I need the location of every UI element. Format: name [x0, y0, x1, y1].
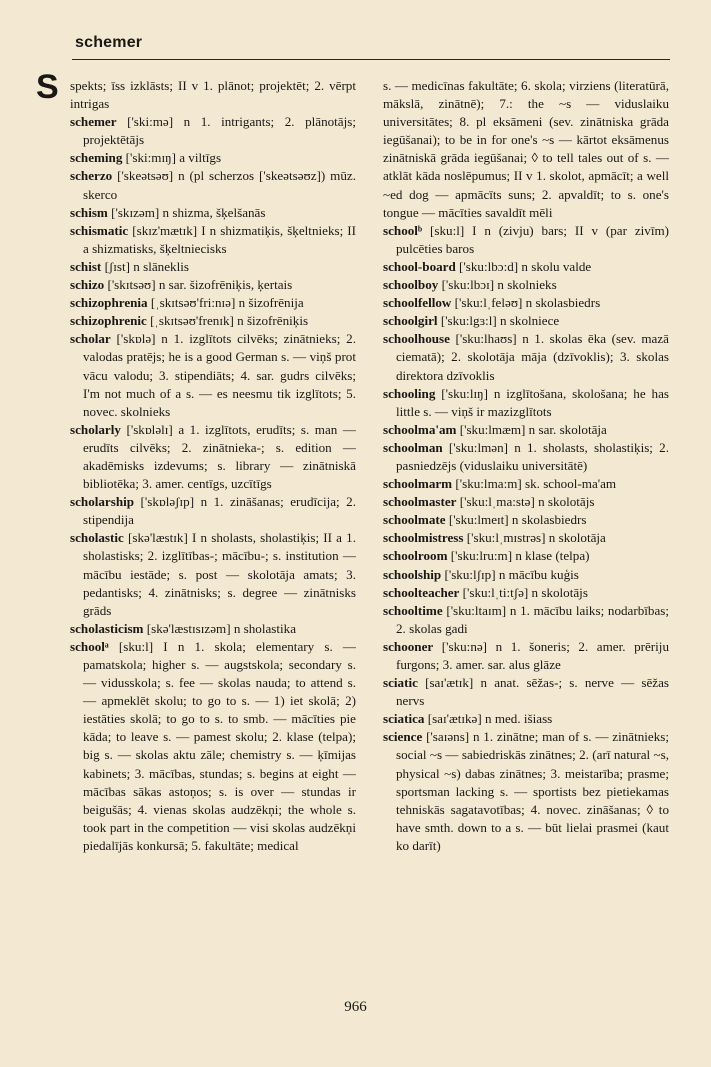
entry-headword: schoolboy [383, 277, 439, 293]
running-head: schemer [75, 34, 143, 51]
right-column [383, 77, 669, 855]
dictionary-entry [383, 222, 669, 258]
entry-headword: schist [70, 258, 102, 274]
dictionary-entry [70, 421, 356, 493]
entry-definition: ['sku:lˌfeləʊ] n skolasbiedrs [451, 295, 601, 311]
dictionary-entry [70, 620, 356, 638]
entry-headword: scholarly [70, 421, 121, 437]
dictionary-entry [383, 439, 669, 475]
entry-headword: schoolmarm [383, 476, 453, 492]
entry-definition: ['sku:lmən] n 1. sholasts, sholastiķis; 2. pasniedzējs (viduslaiku universitātē) [396, 439, 669, 473]
entry-headword: scholarship [70, 494, 135, 510]
entry-headword: schoolhouse [383, 331, 450, 347]
entry-definition: ['sku:ltaɪm] n 1. mācību laiks; nodarbības; 2. skolas gadi [396, 602, 669, 636]
entry-definition: ['sku:lbɔɪ] n skolnieks [438, 277, 557, 293]
dictionary-entry [383, 294, 669, 312]
entry-headword: schism [70, 204, 108, 220]
dictionary-entry [383, 511, 669, 529]
dictionary-entry [383, 566, 669, 584]
entry-headword: scholasticism [70, 620, 144, 636]
entry-definition: [skɪz'mætɪk] I n shizmatiķis, šķeltnieks; II a shizmatisks, šķeltniecisks [83, 222, 356, 256]
dictionary-entry [70, 312, 356, 330]
dictionary-entry [70, 638, 356, 855]
entry-headword: sciatica [383, 711, 425, 727]
dictionary-entry [383, 77, 669, 222]
entry-definition: ['sku:lru:m] n klase (telpa) [447, 548, 590, 564]
entry-definition: ['skɪzəm] n shizma, šķelšanās [107, 204, 266, 220]
dictionary-entry [383, 421, 669, 439]
entry-headword: schoolmate [383, 512, 446, 528]
dictionary-entry [383, 385, 669, 421]
dictionary-entry [383, 493, 669, 511]
entry-definition: ['sku:lgɜ:l] n skolniece [437, 313, 560, 329]
entry-headword: schooltime [383, 602, 443, 618]
dictionary-entry [70, 276, 356, 294]
entry-definition: [saɪ'ætɪkə] n med. išiass [424, 711, 553, 727]
entry-headword: schoolman [383, 439, 443, 455]
dictionary-entry [70, 258, 356, 276]
dictionary-entry [383, 638, 669, 674]
dictionary-entry [70, 330, 356, 420]
dictionary-entry [383, 312, 669, 330]
entry-headword: schizophrenic [70, 313, 147, 329]
entry-headword: schoolᵃ [70, 638, 109, 654]
entry-definition: ['skɪtsəʊ] n sar. šizofrēniķis, ķertais [104, 277, 293, 293]
dictionary-entry [383, 602, 669, 638]
entry-definition: spekts; īss izklāsts; II v 1. plānot; projektēt; 2. vērpt intrigas [70, 78, 356, 112]
entry-definition: ['sku:lʃɪp] n mācību kuģis [441, 566, 579, 582]
entry-headword: schemer [70, 114, 117, 130]
entry-headword: school-board [383, 258, 456, 274]
dictionary-entry [70, 222, 356, 258]
entry-definition: ['sku:lˌti:tʃə] n skolotājs [459, 584, 588, 600]
entry-definition: ['ski:mə] n 1. intrigants; 2. plānotājs; projektētājs [83, 114, 356, 148]
entry-definition: [ʃɪst] n slāneklis [101, 258, 189, 274]
dictionary-entry [383, 547, 669, 565]
entry-headword: scholar [70, 331, 111, 347]
entry-definition: ['sku:lˌma:stə] n skolotājs [456, 494, 595, 510]
entry-definition: ['skɒləʃɪp] n 1. zināšanas; erudīcija; 2. stipendija [83, 494, 356, 528]
page-number: 966 [344, 999, 367, 1015]
entry-headword: schoolteacher [383, 584, 460, 600]
entry-definition: ['skɒlə] n 1. izglītots cilvēks; zinātnieks; 2. valodas pratējs; he is a good German s. — viņš prot vācu valodu; 3. stipendiāts; 4. sar. gudrs cilvēks; I'm not much of a s. — es neesmu tik izglītots; 5. novec. skolnieks [83, 331, 356, 419]
entry-definition: ['saɪəns] n 1. zinātne; man of s. — zinātnieks; social ~s — sabiedriskās zinātnes; 2. (arī natural ~s, physical ~s) dabas zinātnes; 3. meistarība; prasme; sportsman lacking s. — sportists bez pietiekamas tehniskās sagatavotības; 4. novec. zināšanas; ◊ to have smth. down to a s. — būt lielai prasmei (kaut ko darīt) [396, 729, 669, 853]
entry-definition: ['skeətsəʊ] n (pl scherzos ['skeətsəʊz]) mūz. skerco [83, 168, 356, 202]
entry-definition: ['sku:nə] n 1. šoneris; 2. amer. prēriju furgons; 3. amer. sar. alus glāze [396, 638, 669, 672]
entry-headword: scholastic [70, 530, 124, 546]
entry-headword: schismatic [70, 222, 129, 238]
entry-definition: [ˌskɪtsəʊ'frenɪk] n šizofrēniķis [146, 313, 309, 329]
entry-definition: s. — medicīnas fakultāte; 6. skola; virziens (literatūrā, mākslā, zinātnē); 7.: the ~s — viduslaiku universitātes; 8. pl eksāmeni (sev. zinātniska grāda iegūšanai); to be in for one's ~s — kārtot eksāmenus zinātniskā grāda iegūšanai; ◊ to tell tales out of s. — atklāt kāda noslēpumus; II v 1. skolot, apmācīt; a well ~ed dog — apmācīts suns; 2. apvaldīt; to s. one's tongue — mācīties savaldīt mēli [383, 78, 669, 220]
dictionary-entry [383, 276, 669, 294]
entry-definition: [skə'læstɪsɪzəm] n sholastika [143, 620, 297, 636]
dictionary-entry [70, 294, 356, 312]
dictionary-entry [70, 113, 356, 149]
entry-headword: schoolship [383, 566, 442, 582]
entry-headword: schooling [383, 385, 436, 401]
dictionary-entry [383, 258, 669, 276]
dictionary-entry [383, 475, 669, 493]
entry-headword: schizophrenia [70, 295, 148, 311]
entry-headword: schoolroom [383, 548, 448, 564]
entry-definition: ['sku:lma:m] sk. school-ma'am [452, 476, 617, 492]
dictionary-entry [383, 710, 669, 728]
entry-definition: [sku:l] I n 1. skola; elementary s. — pamatskola; higher s. — augstskola; secondary s. — vidusskola; s. fee — skolas nauda; to attend s. — apmeklēt skolu; to go to s. — 1) iet skolā; 2) iestāties skolā; to go to s. to smb. — mācīties pie kāda; to leave s. — pamest skolu; 2. klase (telpa); big s. — skolas aktu zāle; chemistry s. — ķīmijas kabinets; 3. mācības, stundas; s. begins at eight — mācības sākas astoņos; s. is over — stundas ir beigušās; 4. vienas skolas audzēkņi; the whole s. took part in the competition — visi skolas audzēkņi piedalījās konkursā; 5. fakultāte; medical [83, 638, 356, 853]
dictionary-entry [383, 728, 669, 855]
dictionary-entry [383, 330, 669, 384]
dictionary-entry [70, 149, 356, 167]
dictionary-entry [70, 204, 356, 222]
thumb-index-letter: S [36, 68, 59, 106]
entry-definition: [sku:l] I n (zivju) bars; II v (par zivīm) pulcēties baros [396, 222, 669, 256]
entry-headword: science [383, 729, 423, 745]
entry-headword: schoolfellow [383, 295, 452, 311]
entry-definition: ['sku:lɪŋ] n izglītošana, skološana; he has little s. — viņš ir mazizglītots [396, 385, 669, 419]
entry-headword: schoolgirl [383, 313, 438, 329]
entry-definition: ['sku:lmæm] n sar. skolotāja [456, 421, 607, 437]
header-rule [72, 59, 670, 60]
entry-headword: schoolmaster [383, 494, 457, 510]
entry-definition: ['skɒləlɪ] a 1. izglītots, erudīts; s. man — erudīts cilvēks; 2. zinātnieka-; s. edition — akadēmisks izdevums; s. library — zinātniskā bibliotēka; 3. amer. centīgs, uzcītīgs [83, 421, 356, 492]
dictionary-entry [70, 529, 356, 619]
entry-definition: [skə'læstɪk] I n sholasts, sholastiķis; II a 1. sholastisks; 2. izglītības-; mācību-; s. institution — mācību iestāde; s. post — skolotāja amats; 3. pedantisks; 4. zinātnisks; s. degree — zinātnisks grāds [83, 530, 356, 618]
entry-definition: ['ski:mɪŋ] a viltīgs [122, 150, 222, 166]
entry-headword: scherzo [70, 168, 113, 184]
entry-definition: ['sku:lhaʊs] n 1. skolas ēka (sev. mazā ciematā); 2. skolotāja māja (dzīvoklis); 3. skolas direktora dzīvoklis [396, 331, 669, 383]
entry-headword: schizo [70, 277, 105, 293]
entry-headword: sciatic [383, 675, 418, 691]
entry-definition: ['sku:lmeɪt] n skolasbiedrs [445, 512, 587, 528]
entry-headword: schoolᵇ [383, 222, 423, 238]
entry-definition: [saɪ'ætɪk] n anat. sēžas-; s. nerve — sēžas nervs [396, 675, 669, 709]
dictionary-entry [70, 77, 356, 113]
entry-headword: scheming [70, 150, 123, 166]
dictionary-entry [383, 529, 669, 547]
entry-headword: schoolma'am [383, 421, 457, 437]
dictionary-entry [70, 167, 356, 203]
dictionary-entry [70, 493, 356, 529]
entry-definition: ['sku:lbɔ:d] n skolu valde [455, 258, 592, 274]
dictionary-entry [383, 674, 669, 710]
entry-definition: ['sku:lˌmɪstrəs] n skolotāja [463, 530, 606, 546]
entry-headword: schooner [383, 638, 434, 654]
left-column [70, 77, 356, 855]
entry-definition: [ˌskɪtsəʊ'fri:nɪə] n šizofrēnija [147, 295, 304, 311]
entry-headword: schoolmistress [383, 530, 464, 546]
dictionary-entry [383, 584, 669, 602]
